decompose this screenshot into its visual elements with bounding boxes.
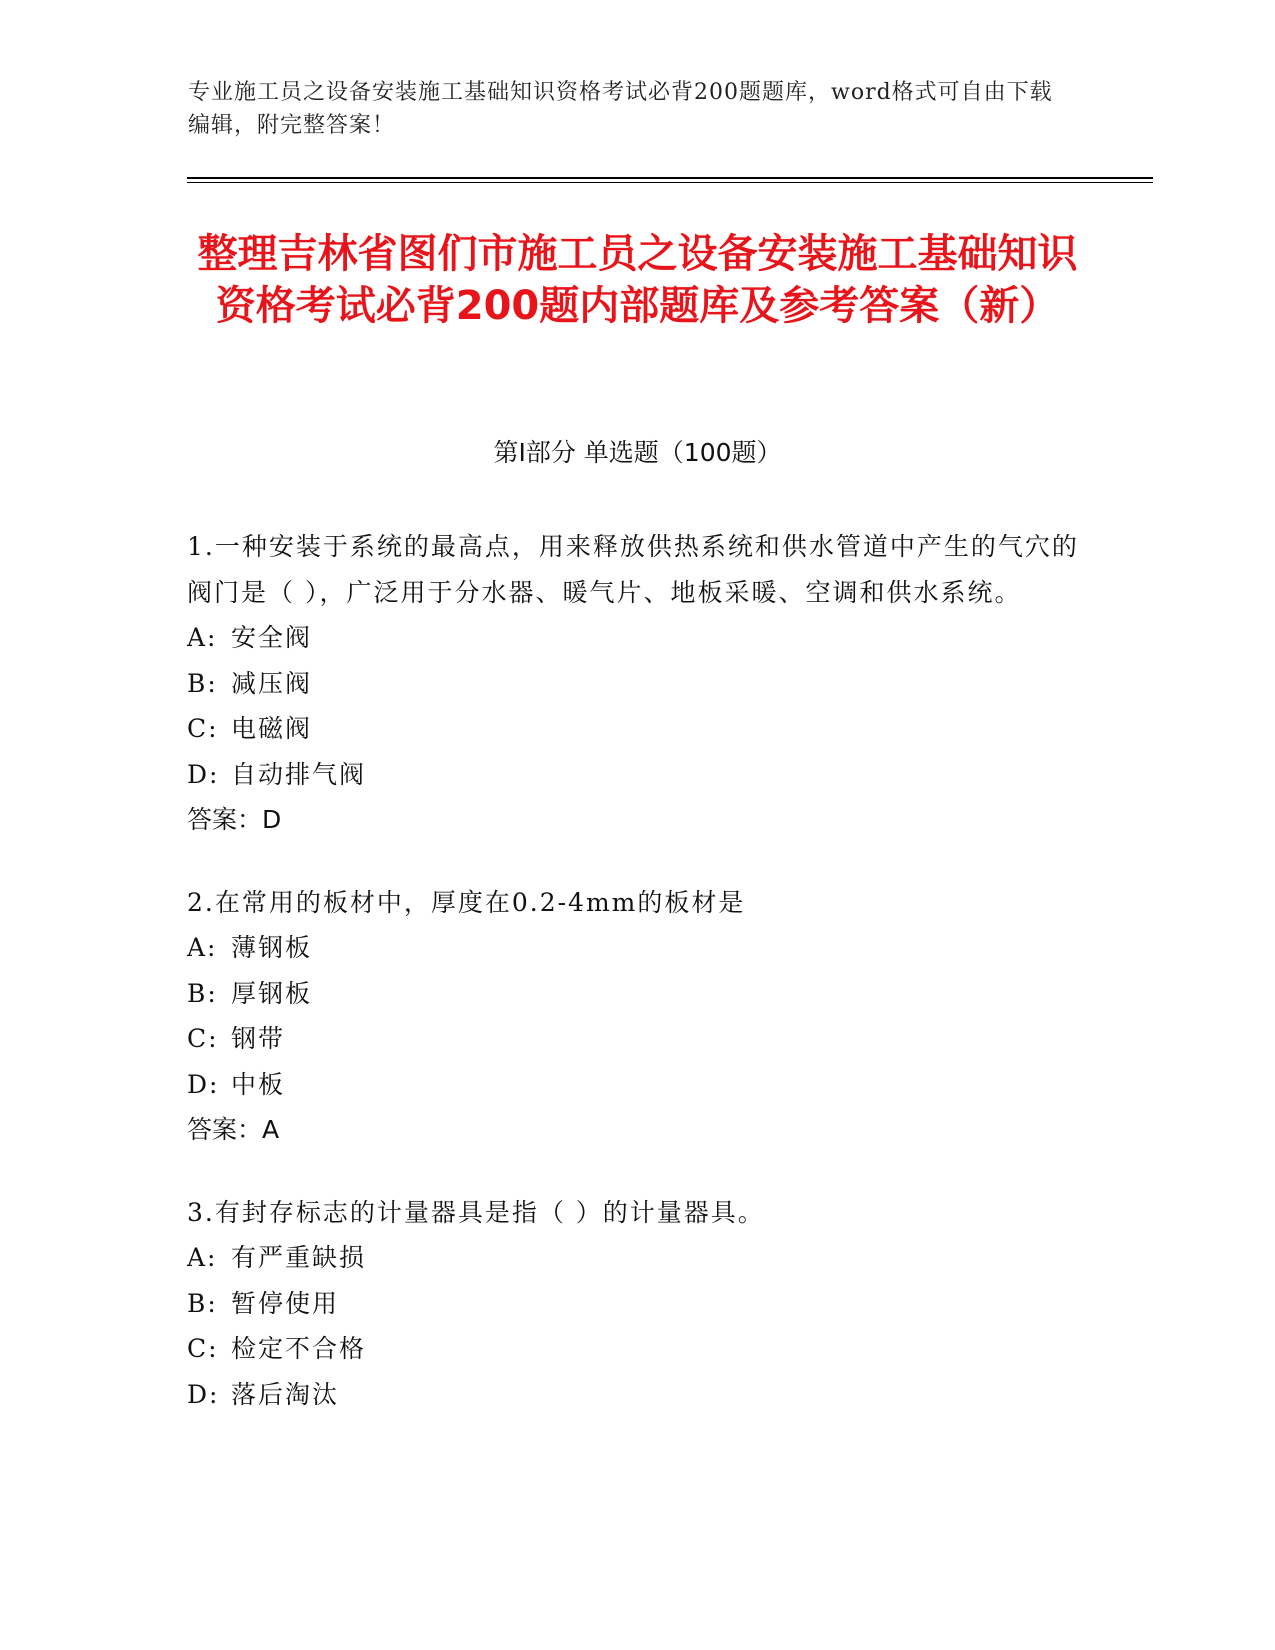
question-option — [187, 661, 1087, 707]
document-title: 整理吉林省图们市施工员之设备安装施工基础知识资格考试必背200题内部题库及参考答案（新） — [197, 231, 1078, 329]
option-letter: D: — [187, 759, 220, 789]
option-text: 中板 — [231, 1069, 286, 1099]
header-note: 专业施工员之设备安装施工基础知识资格考试必背200题题库，word格式可自由下载编辑，附完整答案！ — [188, 80, 1053, 138]
option-text: 自动排气阀 — [231, 759, 367, 789]
option-text: 落后淘汰 — [231, 1379, 340, 1409]
option-letter: C: — [187, 714, 219, 743]
question-option — [187, 615, 1087, 661]
option-text: 安全阀 — [231, 623, 313, 652]
option-text: 检定不合格 — [231, 1334, 367, 1363]
question-option — [187, 1062, 1087, 1108]
question-item — [187, 524, 1087, 843]
option-letter: D: — [187, 1069, 220, 1099]
question-list — [187, 524, 1087, 1454]
option-letter: B: — [187, 978, 218, 1008]
question-option — [187, 706, 1087, 752]
header-divider-thin — [187, 182, 1153, 183]
question-option — [187, 971, 1087, 1017]
option-text: 薄钢板 — [231, 933, 313, 962]
question-option — [187, 1281, 1087, 1327]
option-letter: A: — [187, 1243, 218, 1272]
option-letter: A: — [187, 933, 218, 962]
option-text: 暂停使用 — [231, 1288, 340, 1318]
question-item — [187, 1190, 1087, 1418]
option-text: 钢带 — [231, 1024, 286, 1053]
question-option — [187, 1372, 1087, 1418]
option-letter: B: — [187, 1288, 218, 1318]
option-letter: C: — [187, 1024, 219, 1053]
question-option — [187, 1235, 1087, 1281]
option-letter: A: — [187, 623, 218, 652]
question-stem: 3.有封存标志的计量器具是指（ ）的计量器具。 — [187, 1197, 765, 1227]
option-text: 减压阀 — [231, 668, 313, 698]
option-letter: D: — [187, 1379, 220, 1409]
question-option — [187, 925, 1087, 971]
question-option — [187, 752, 1087, 798]
question-option — [187, 1326, 1087, 1372]
option-text: 厚钢板 — [231, 978, 313, 1008]
option-letter: C: — [187, 1334, 219, 1363]
question-option — [187, 1016, 1087, 1062]
question-stem: 1.一种安装于系统的最高点，用来释放供热系统和供水管道中产生的气穴的阀门是（ ），广泛用于分水器、暖气片、地板采暖、空调和供水系统。 — [187, 532, 1079, 607]
option-letter: B: — [187, 668, 218, 698]
question-item — [187, 880, 1087, 1153]
question-answer: 答案：A — [187, 1115, 280, 1144]
section-heading: 第Ⅰ部分 单选题（100题） — [493, 438, 782, 467]
option-text: 有严重缺损 — [231, 1243, 367, 1272]
header-divider-thick — [187, 177, 1153, 179]
question-answer: 答案：D — [187, 805, 282, 834]
question-stem: 2.在常用的板材中，厚度在0.2-4mm的板材是 — [187, 887, 746, 917]
option-text: 电磁阀 — [231, 714, 313, 743]
